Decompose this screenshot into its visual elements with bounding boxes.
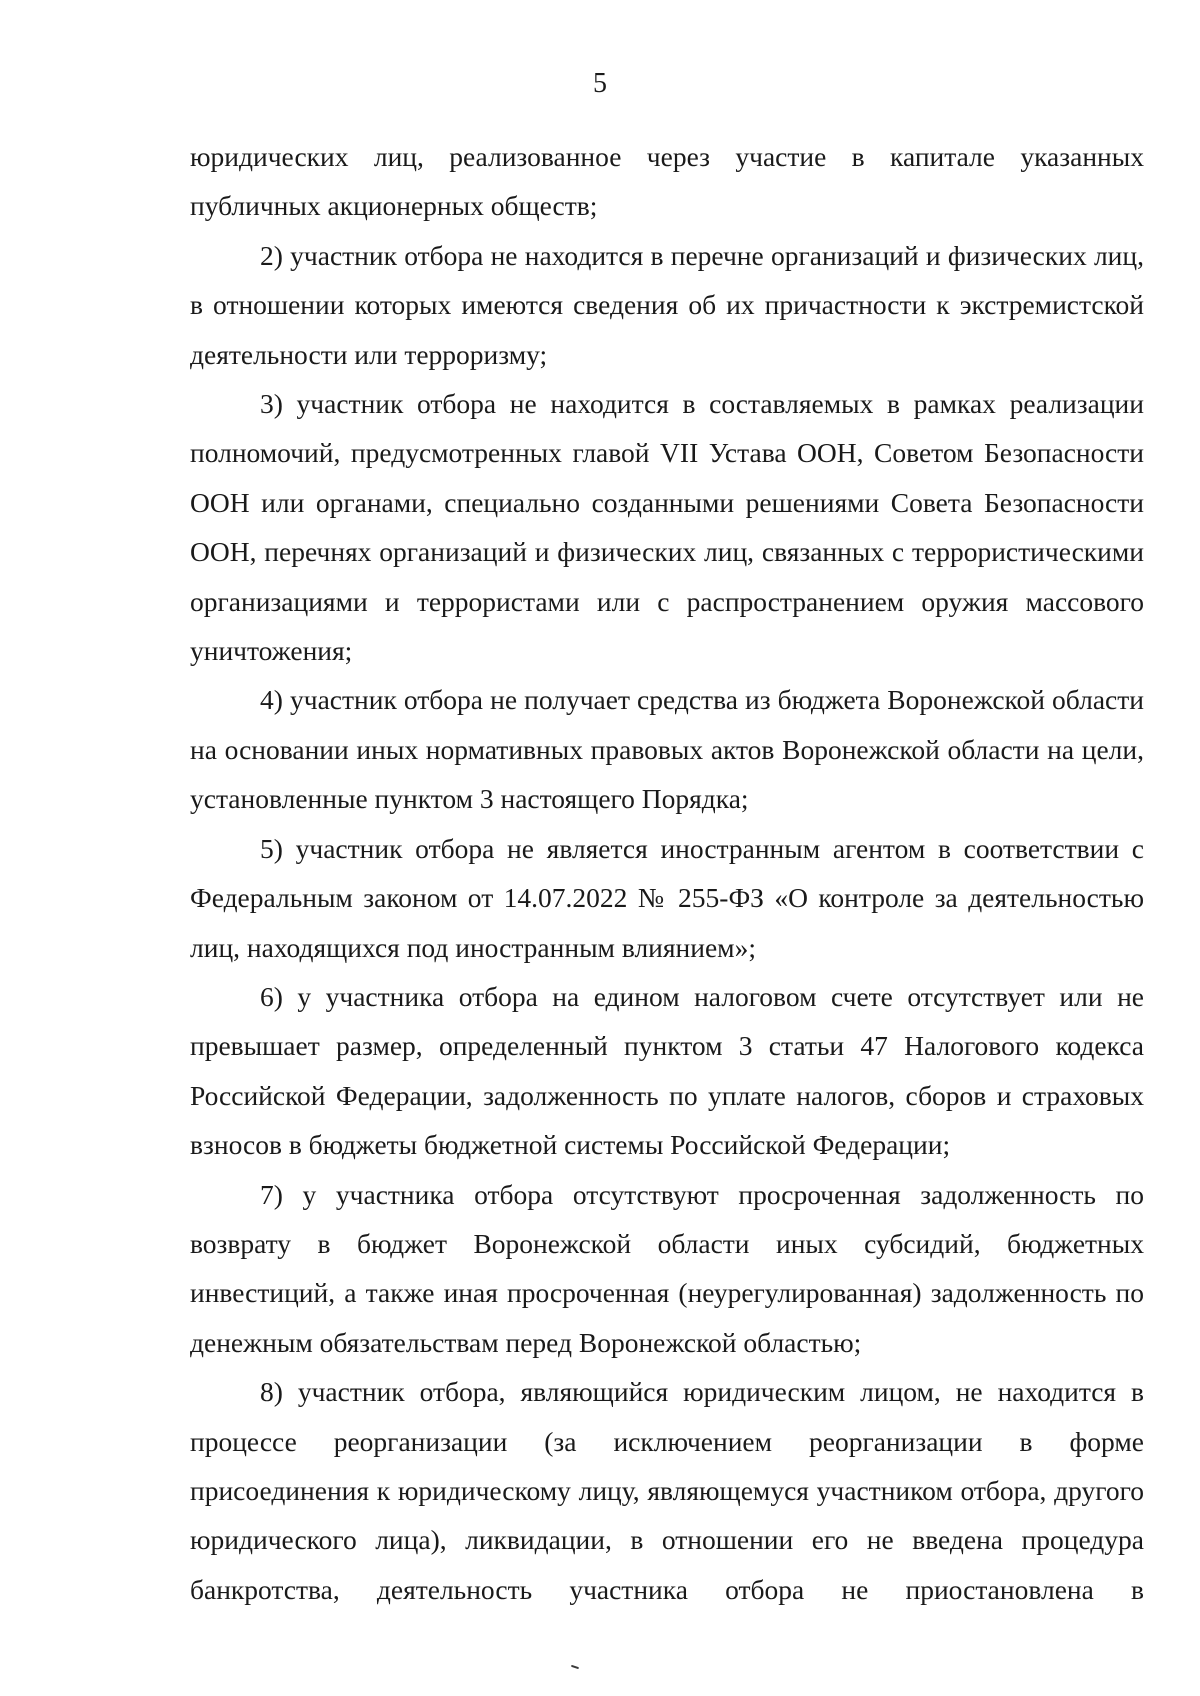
list-item-2: 2) участник отбора не находится в перечне организаций и физических лиц, в отношении которых имеются сведения об их причастности к экстремистской деятельности или терроризму;: [190, 239, 1144, 370]
list-item-7: 7) у участника отбора отсутствуют просроченная задолженность по возврату в бюджет Воронежской области иных субсидий, бюджетных инвестиций, а также иная просроченная (неурегулированная) задолженность по денежным обязательствам перед Воронежской областью;: [190, 1178, 1144, 1358]
list-item-8: 8) участник отбора, являющийся юридическим лицом, не находится в процессе реорганизации (за исключением реорганизации в форме присоединения к юридическому лицу, являющемуся участником отбора, другого юридического лица), ликвидации, в отношении его не введена процедура банкротства, деятельность участника отбора не приостановлена в: [190, 1376, 1144, 1605]
paragraph-continuation: юридических лиц, реализованное через участие в капитале указанных публичных акционерных обществ;: [190, 141, 1144, 222]
scan-artifact: [571, 1665, 579, 1669]
list-item-5: 5) участник отбора не является иностранным агентом в соответствии с Федеральным законом от 14.07.2022 № 255-ФЗ «О контроле за деятельностью лиц, находящихся под иностранным влиянием»;: [190, 832, 1144, 963]
list-item-4: 4) участник отбора не получает средства из бюджета Воронежской области на основании иных нормативных правовых актов Воронежской области на цели, установленные пунктом 3 настоящего Порядка;: [190, 684, 1144, 815]
page-number: 5: [593, 68, 607, 99]
list-item-6: 6) у участника отбора на едином налоговом счете отсутствует или не превышает размер, определенный пунктом 3 статьи 47 Налогового кодекса Российской Федерации, задолженность по уплате налогов, сборов и страховых взносов в бюджеты бюджетной системы Российской Федерации;: [190, 980, 1144, 1161]
list-item-3: 3) участник отбора не находится в составляемых в рамках реализации полномочий, предусмотренных главой VII Устава ООН, Советом Безопасности ООН или органами, специально созданными решениями Совета Безопасности ООН, перечнях организаций и физических лиц, связанных с террористическими организациями и террористами или с распространением оружия массового уничтожения;: [190, 388, 1144, 667]
document-body: [190, 132, 1144, 1614]
